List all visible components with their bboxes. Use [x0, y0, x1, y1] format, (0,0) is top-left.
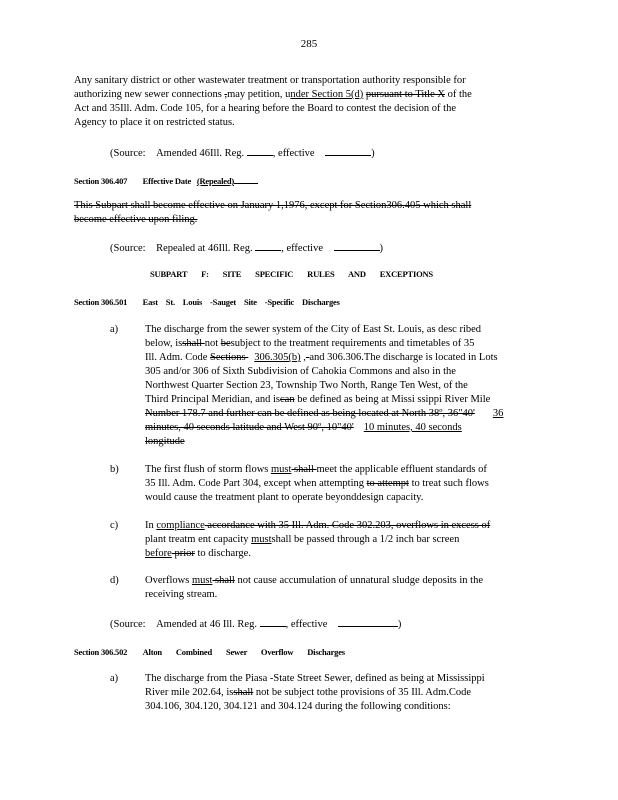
item-b-line-3: would cause the treatment plant to operate beyonddesign capacity. [145, 492, 424, 503]
source-amended-1: (Source: Amended 46Ill. Reg. , effective ) [110, 145, 375, 160]
section-306-501-heading: Section 306.501 East St. Louis -Sauget Site -Specific Discharges [74, 297, 340, 307]
section-306-407-heading: Section 306.407 Effective Date (Repealed) [74, 174, 258, 188]
item-d-line-2: receiving stream. [145, 589, 218, 600]
item-a-line-3: Ill. Adm. Code Sections 306.305(b) ,-and 306.306.The discharge is located in Lots [145, 352, 498, 363]
item-b-marker: b) [110, 464, 119, 475]
item-b-line-1: The first flush of storm flows must shall meet the applicable effluent standards of [145, 464, 487, 475]
item-502a-line-2: River mile 202.64, isshall not be subject tothe provisions of 35 Ill. Adm.Code [145, 687, 472, 698]
item-c-line-3: before prior to discharge. [145, 548, 251, 559]
intro-line-1: Any sanitary district or other wastewater treatment or transportation authority responsible for [74, 75, 466, 86]
item-d-line-1: Overflows must shall not cause accumulation of unnatural sludge deposits in the [145, 575, 483, 586]
item-a-line-9: longitude [145, 436, 185, 447]
item-502a-line-3: 304.106, 304.120, 304.121 and 304.124 during the following conditions: [145, 701, 451, 712]
item-c-marker: c) [110, 520, 119, 531]
page-number: 285 [300, 38, 318, 50]
item-a-line-6: Third Principal Meridian, and iscan be defined as being at Missi ssippi River Mile [145, 394, 491, 405]
item-c-line-1: In compliance accordance with 35 Ill. Adm. Code 302.203, overflows in excess of [145, 520, 491, 531]
source-amended-3: (Source: Amended at 46 Ill. Reg. , effective ) [110, 616, 401, 631]
item-a-line-4: 305 and/or 306 of Sixth Subdivision of Cahokia Commons and also in the [145, 366, 456, 377]
item-c-line-2: plant treatm ent capacity mustshall be passed through a 1/2 inch bar screen [145, 534, 460, 545]
item-a-line-5: Northwest Quarter Section 23, Township Two North, Range Ten West, of the [145, 380, 468, 391]
subpart-f-heading: SUBPART F: SITE SPECIFIC RULES AND EXCEPTIONS [150, 269, 433, 279]
source-repealed: (Source: Repealed at 46Ill. Reg. , effective ) [110, 240, 383, 255]
item-b-line-2: 35 Ill. Adm. Code Part 304, except when attempting to attempt to treat such flows [145, 478, 489, 489]
item-502a-marker: a) [110, 673, 119, 684]
item-d-marker: d) [110, 575, 119, 586]
repealed-line-2: become effective upon filing. [74, 214, 198, 225]
item-a-line-2: below, isshall not besubject to the treatment requirements and timetables of 35 [145, 338, 475, 349]
item-a-marker: a) [110, 324, 119, 335]
item-502a-line-1: The discharge from the Piasa -State Street Sewer, defined as being at Mississippi [145, 673, 485, 684]
intro-line-4: Agency to place it on restricted status. [74, 117, 235, 128]
item-a-line-1: The discharge from the sewer system of the City of East St. Louis, as desc ribed [145, 324, 482, 335]
intro-line-2: authorizing new sewer connections ,may petition, under Section 5(d) pursuant to Title X of the [74, 89, 472, 100]
item-a-line-7: Number 178.7 and further can be defined as being located at North 38º, 36"40' 36 [145, 408, 504, 419]
repealed-line-1: This Subpart shall become effective on January 1,1976, except for Section306.405 which shall [74, 200, 472, 211]
item-a-line-8: minutes, 40 seconds latitude and West 90º, 10"40' 10 minutes, 40 seconds [145, 422, 462, 433]
intro-line-3: Act and 35Ill. Adm. Code 105, for a hearing before the Board to contest the decision of the [74, 103, 456, 114]
section-306-502-heading: Section 306.502 Alton Combined Sewer Overflow Discharges [74, 647, 345, 657]
